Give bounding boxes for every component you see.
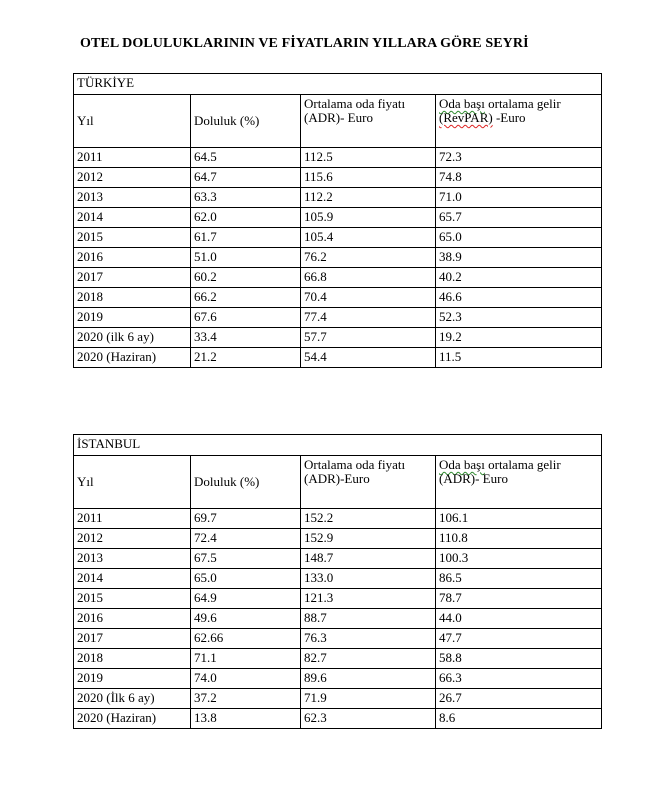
cell-year: 2020 (ilk 6 ay)	[74, 328, 191, 348]
cell-revpar: 66.3	[436, 669, 602, 689]
cell-occupancy: 64.5	[191, 148, 301, 168]
cell-adr: 112.2	[301, 188, 436, 208]
cell-revpar: 78.7	[436, 589, 602, 609]
cell-year: 2013	[74, 188, 191, 208]
table-row	[74, 549, 602, 569]
cell-year: 2018	[74, 288, 191, 308]
table-row	[74, 669, 602, 689]
cell-adr: 89.6	[301, 669, 436, 689]
cell-adr: 70.4	[301, 288, 436, 308]
cell-year: 2011	[74, 148, 191, 168]
cell-year: 2016	[74, 248, 191, 268]
cell-revpar: 110.8	[436, 529, 602, 549]
cell-year: 2018	[74, 649, 191, 669]
header-revpar: Oda başı ortalama gelir (RevPAR) -Euro	[436, 95, 602, 148]
cell-adr: 57.7	[301, 328, 436, 348]
cell-year: 2013	[74, 549, 191, 569]
cell-revpar: 65.7	[436, 208, 602, 228]
cell-revpar: 46.6	[436, 288, 602, 308]
table-row	[74, 308, 602, 328]
cell-occupancy: 63.3	[191, 188, 301, 208]
cell-adr: 105.4	[301, 228, 436, 248]
cell-revpar: 72.3	[436, 148, 602, 168]
cell-year: 2015	[74, 228, 191, 248]
cell-revpar: 65.0	[436, 228, 602, 248]
cell-year: 2014	[74, 208, 191, 228]
header-revpar: Oda başı ortalama gelir (ADR)- Euro	[436, 456, 602, 509]
cell-adr: 54.4	[301, 348, 436, 368]
header-occupancy: Doluluk (%)	[191, 95, 301, 148]
cell-occupancy: 71.1	[191, 649, 301, 669]
cell-year: 2012	[74, 168, 191, 188]
cell-occupancy: 13.8	[191, 709, 301, 729]
table-row	[74, 609, 602, 629]
cell-revpar: 19.2	[436, 328, 602, 348]
cell-adr: 148.7	[301, 549, 436, 569]
cell-revpar: 38.9	[436, 248, 602, 268]
cell-occupancy: 33.4	[191, 328, 301, 348]
cell-revpar: 11.5	[436, 348, 602, 368]
header-year: Yıl	[74, 456, 191, 509]
istanbul-table	[73, 434, 602, 729]
table-row	[74, 689, 602, 709]
cell-occupancy: 62.66	[191, 629, 301, 649]
cell-adr: 82.7	[301, 649, 436, 669]
cell-revpar: 47.7	[436, 629, 602, 649]
cell-occupancy: 61.7	[191, 228, 301, 248]
table-row	[74, 629, 602, 649]
cell-adr: 152.2	[301, 509, 436, 529]
cell-occupancy: 60.2	[191, 268, 301, 288]
table-region-title: TÜRKİYE	[74, 74, 602, 95]
cell-year: 2017	[74, 629, 191, 649]
table-row	[74, 529, 602, 549]
table-row	[74, 148, 602, 168]
cell-adr: 105.9	[301, 208, 436, 228]
cell-adr: 112.5	[301, 148, 436, 168]
table-row	[74, 509, 602, 529]
cell-adr: 133.0	[301, 569, 436, 589]
cell-revpar: 86.5	[436, 569, 602, 589]
cell-year: 2020 (Haziran)	[74, 348, 191, 368]
cell-year: 2015	[74, 589, 191, 609]
cell-adr: 76.3	[301, 629, 436, 649]
table-row	[74, 228, 602, 248]
cell-revpar: 74.8	[436, 168, 602, 188]
cell-year: 2012	[74, 529, 191, 549]
cell-adr: 121.3	[301, 589, 436, 609]
cell-revpar: 106.1	[436, 509, 602, 529]
turkey-table	[73, 73, 602, 368]
table-row	[74, 168, 602, 188]
header-adr: Ortalama oda fiyatı (ADR)-Euro	[301, 456, 436, 509]
table-row	[74, 268, 602, 288]
cell-revpar: 40.2	[436, 268, 602, 288]
table-row	[74, 208, 602, 228]
cell-year: 2017	[74, 268, 191, 288]
table-row	[74, 328, 602, 348]
cell-year: 2020 (İlk 6 ay)	[74, 689, 191, 709]
cell-occupancy: 74.0	[191, 669, 301, 689]
cell-occupancy: 21.2	[191, 348, 301, 368]
table-row	[74, 248, 602, 268]
table-row	[74, 709, 602, 729]
header-adr: Ortalama oda fiyatı (ADR)- Euro	[301, 95, 436, 148]
cell-year: 2016	[74, 609, 191, 629]
cell-adr: 76.2	[301, 248, 436, 268]
cell-occupancy: 49.6	[191, 609, 301, 629]
document-title: OTEL DOLULUKLARININ VE FİYATLARIN YILLARA GÖRE SEYRİ	[80, 36, 529, 51]
cell-year: 2019	[74, 308, 191, 328]
table-row	[74, 188, 602, 208]
cell-occupancy: 64.7	[191, 168, 301, 188]
cell-adr: 71.9	[301, 689, 436, 709]
cell-adr: 88.7	[301, 609, 436, 629]
cell-occupancy: 67.6	[191, 308, 301, 328]
table-row	[74, 288, 602, 308]
header-occupancy: Doluluk (%)	[191, 456, 301, 509]
header-year: Yıl	[74, 95, 191, 148]
cell-occupancy: 51.0	[191, 248, 301, 268]
cell-adr: 152.9	[301, 529, 436, 549]
cell-year: 2019	[74, 669, 191, 689]
table-row	[74, 569, 602, 589]
table-region-title: İSTANBUL	[74, 435, 602, 456]
cell-revpar: 58.8	[436, 649, 602, 669]
cell-revpar: 100.3	[436, 549, 602, 569]
cell-revpar: 8.6	[436, 709, 602, 729]
cell-occupancy: 64.9	[191, 589, 301, 609]
cell-adr: 62.3	[301, 709, 436, 729]
cell-adr: 115.6	[301, 168, 436, 188]
cell-occupancy: 62.0	[191, 208, 301, 228]
table-row	[74, 649, 602, 669]
cell-year: 2020 (Haziran)	[74, 709, 191, 729]
cell-revpar: 52.3	[436, 308, 602, 328]
cell-occupancy: 72.4	[191, 529, 301, 549]
cell-occupancy: 67.5	[191, 549, 301, 569]
cell-occupancy: 65.0	[191, 569, 301, 589]
cell-adr: 77.4	[301, 308, 436, 328]
cell-occupancy: 69.7	[191, 509, 301, 529]
cell-revpar: 44.0	[436, 609, 602, 629]
cell-revpar: 26.7	[436, 689, 602, 709]
cell-year: 2011	[74, 509, 191, 529]
cell-year: 2014	[74, 569, 191, 589]
cell-adr: 66.8	[301, 268, 436, 288]
cell-revpar: 71.0	[436, 188, 602, 208]
cell-occupancy: 66.2	[191, 288, 301, 308]
table-row	[74, 348, 602, 368]
cell-occupancy: 37.2	[191, 689, 301, 709]
table-row	[74, 589, 602, 609]
